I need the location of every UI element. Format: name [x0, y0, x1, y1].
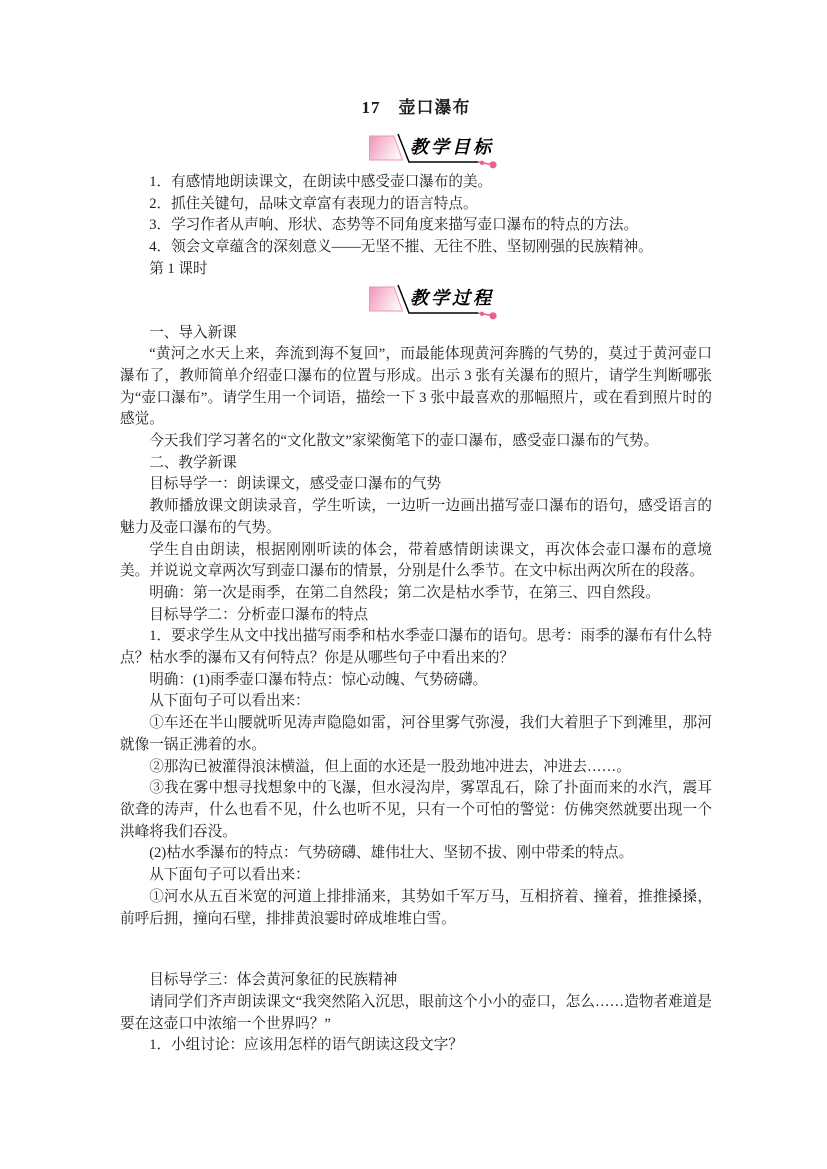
- paragraph: “黄河之水天上来，奔流到海不复回”，而最能体现黄河奔腾的气势的，莫过于黄河壶口瀑布了，教师简单介绍壶口瀑布的位置与形成。出示 3 张有关瀑布的照片，请学生判断哪张为“壶口瀑布”。请学生用一个词语，描绘一下 3 张中最喜欢的那幅照片，或在看到照片时的感觉。: [120, 346, 712, 428]
- objectives-banner-title: 教学目标: [410, 137, 494, 157]
- paragraph: ①车还在半山腰就听见涛声隐隐如雷，河谷里雾气弥漫，我们大着胆子下到滩里，那河就像一锅正沸着的水。: [120, 715, 712, 753]
- process-banner: [368, 284, 498, 320]
- paragraph: 1．小组讨论：应该用怎样的语气朗读这段文字？: [149, 1037, 463, 1054]
- paragraph: ①河水从五百米宽的河道上排排涌来，其势如千军万马，互相挤着、撞着，推推搡搡，前呼后拥，撞向石壁，排排黄浪霎时碎成堆堆白雪。: [120, 888, 712, 927]
- paragraph: ②那沟已被灌得浪沫横溢，但上面的水还是一股劲地冲进去，冲进去……。: [149, 758, 631, 775]
- paragraph: 明确：第一次是雨季，在第二自然段；第二次是枯水季节，在第三、四自然段。: [149, 584, 660, 601]
- paragraph: 从下面句子可以看出来：: [149, 867, 310, 884]
- paragraph: 明确：(1)雨季壶口瀑布特点：惊心动魄、气势磅礴。: [149, 671, 488, 688]
- paragraph: 请同学们齐声朗读课文“我突然陷入沉思，眼前这个小小的壶口，怎么……造物者难道是要在这壶口中浓缩一个世界吗？”: [120, 993, 712, 1032]
- paragraph: 1．要求学生从文中找出描写雨季和枯水季壶口瀑布的语句。思考：雨季的瀑布有什么特点？枯水季的瀑布又有何特点？你是从哪些句子中看出来的？: [120, 628, 712, 667]
- process-banner-title: 教学过程: [410, 287, 494, 308]
- objective-item: 2．抓住关键句，品味文章富有表现力的语言特点。: [149, 195, 478, 212]
- paragraph: 学生自由朗读，根据刚刚听读的体会，带着感情朗读课文，再次体会壶口瀑布的意境美。并说说文章两次写到壶口瀑布的情景，分别是什么季节。在文中标出两次所在的段落。: [120, 541, 712, 580]
- paragraph: ③我在雾中想寻找想象中的飞瀑，但水浸沟岸，雾罩乱石，除了扑面而来的水汽，震耳欲聋的涛声，什么也看不见，什么也听不见，只有一个可怕的警觉：仿佛突然就要出现一个洪峰将我们吞没。: [120, 780, 712, 840]
- section-heading: 目标导学三：体会黄河象征的民族精神: [149, 972, 398, 989]
- lesson-body: [120, 323, 712, 1058]
- lesson-title: 17 壶口瀑布: [361, 98, 471, 117]
- paragraph: 今天我们学习著名的“文化散文”家梁衡笔下的壶口瀑布，感受壶口瀑布的气势。: [149, 433, 659, 450]
- section-heading: 目标导学一：朗读课文，感受壶口瀑布的气势: [149, 476, 442, 493]
- objective-item: 3．学习作者从声响、形状、态势等不同角度来描写壶口瀑布的特点的方法。: [149, 217, 639, 234]
- objectives-banner: [368, 133, 498, 169]
- objectives-list: [120, 172, 712, 281]
- objective-item: 4．领会文章蕴含的深刻意义——无坚不摧、无往不胜、坚韧刚强的民族精神。: [149, 239, 653, 256]
- objective-item: 1．有感情地朗读课文，在朗读中感受壶口瀑布的美。: [149, 174, 493, 190]
- section-heading: 目标导学二：分析壶口瀑布的特点: [149, 606, 369, 623]
- section-heading: 一、导入新课: [149, 324, 237, 341]
- paragraph: (2)枯水季瀑布的特点：气势磅礴、雄伟壮大、坚韧不拔、刚中带柔的特点。: [149, 845, 634, 862]
- section-gap: [120, 930, 712, 970]
- paragraph: 教师播放课文朗读录音，学生听读，一边听一边画出描写壶口瀑布的语句，感受语言的魅力及壶口瀑布的气势。: [120, 498, 712, 536]
- session-label: 第 1 课时: [149, 260, 208, 277]
- section-heading: 二、教学新课: [149, 454, 237, 471]
- paragraph: 从下面句子可以看出来：: [149, 693, 310, 710]
- document-content: [120, 0, 712, 1057]
